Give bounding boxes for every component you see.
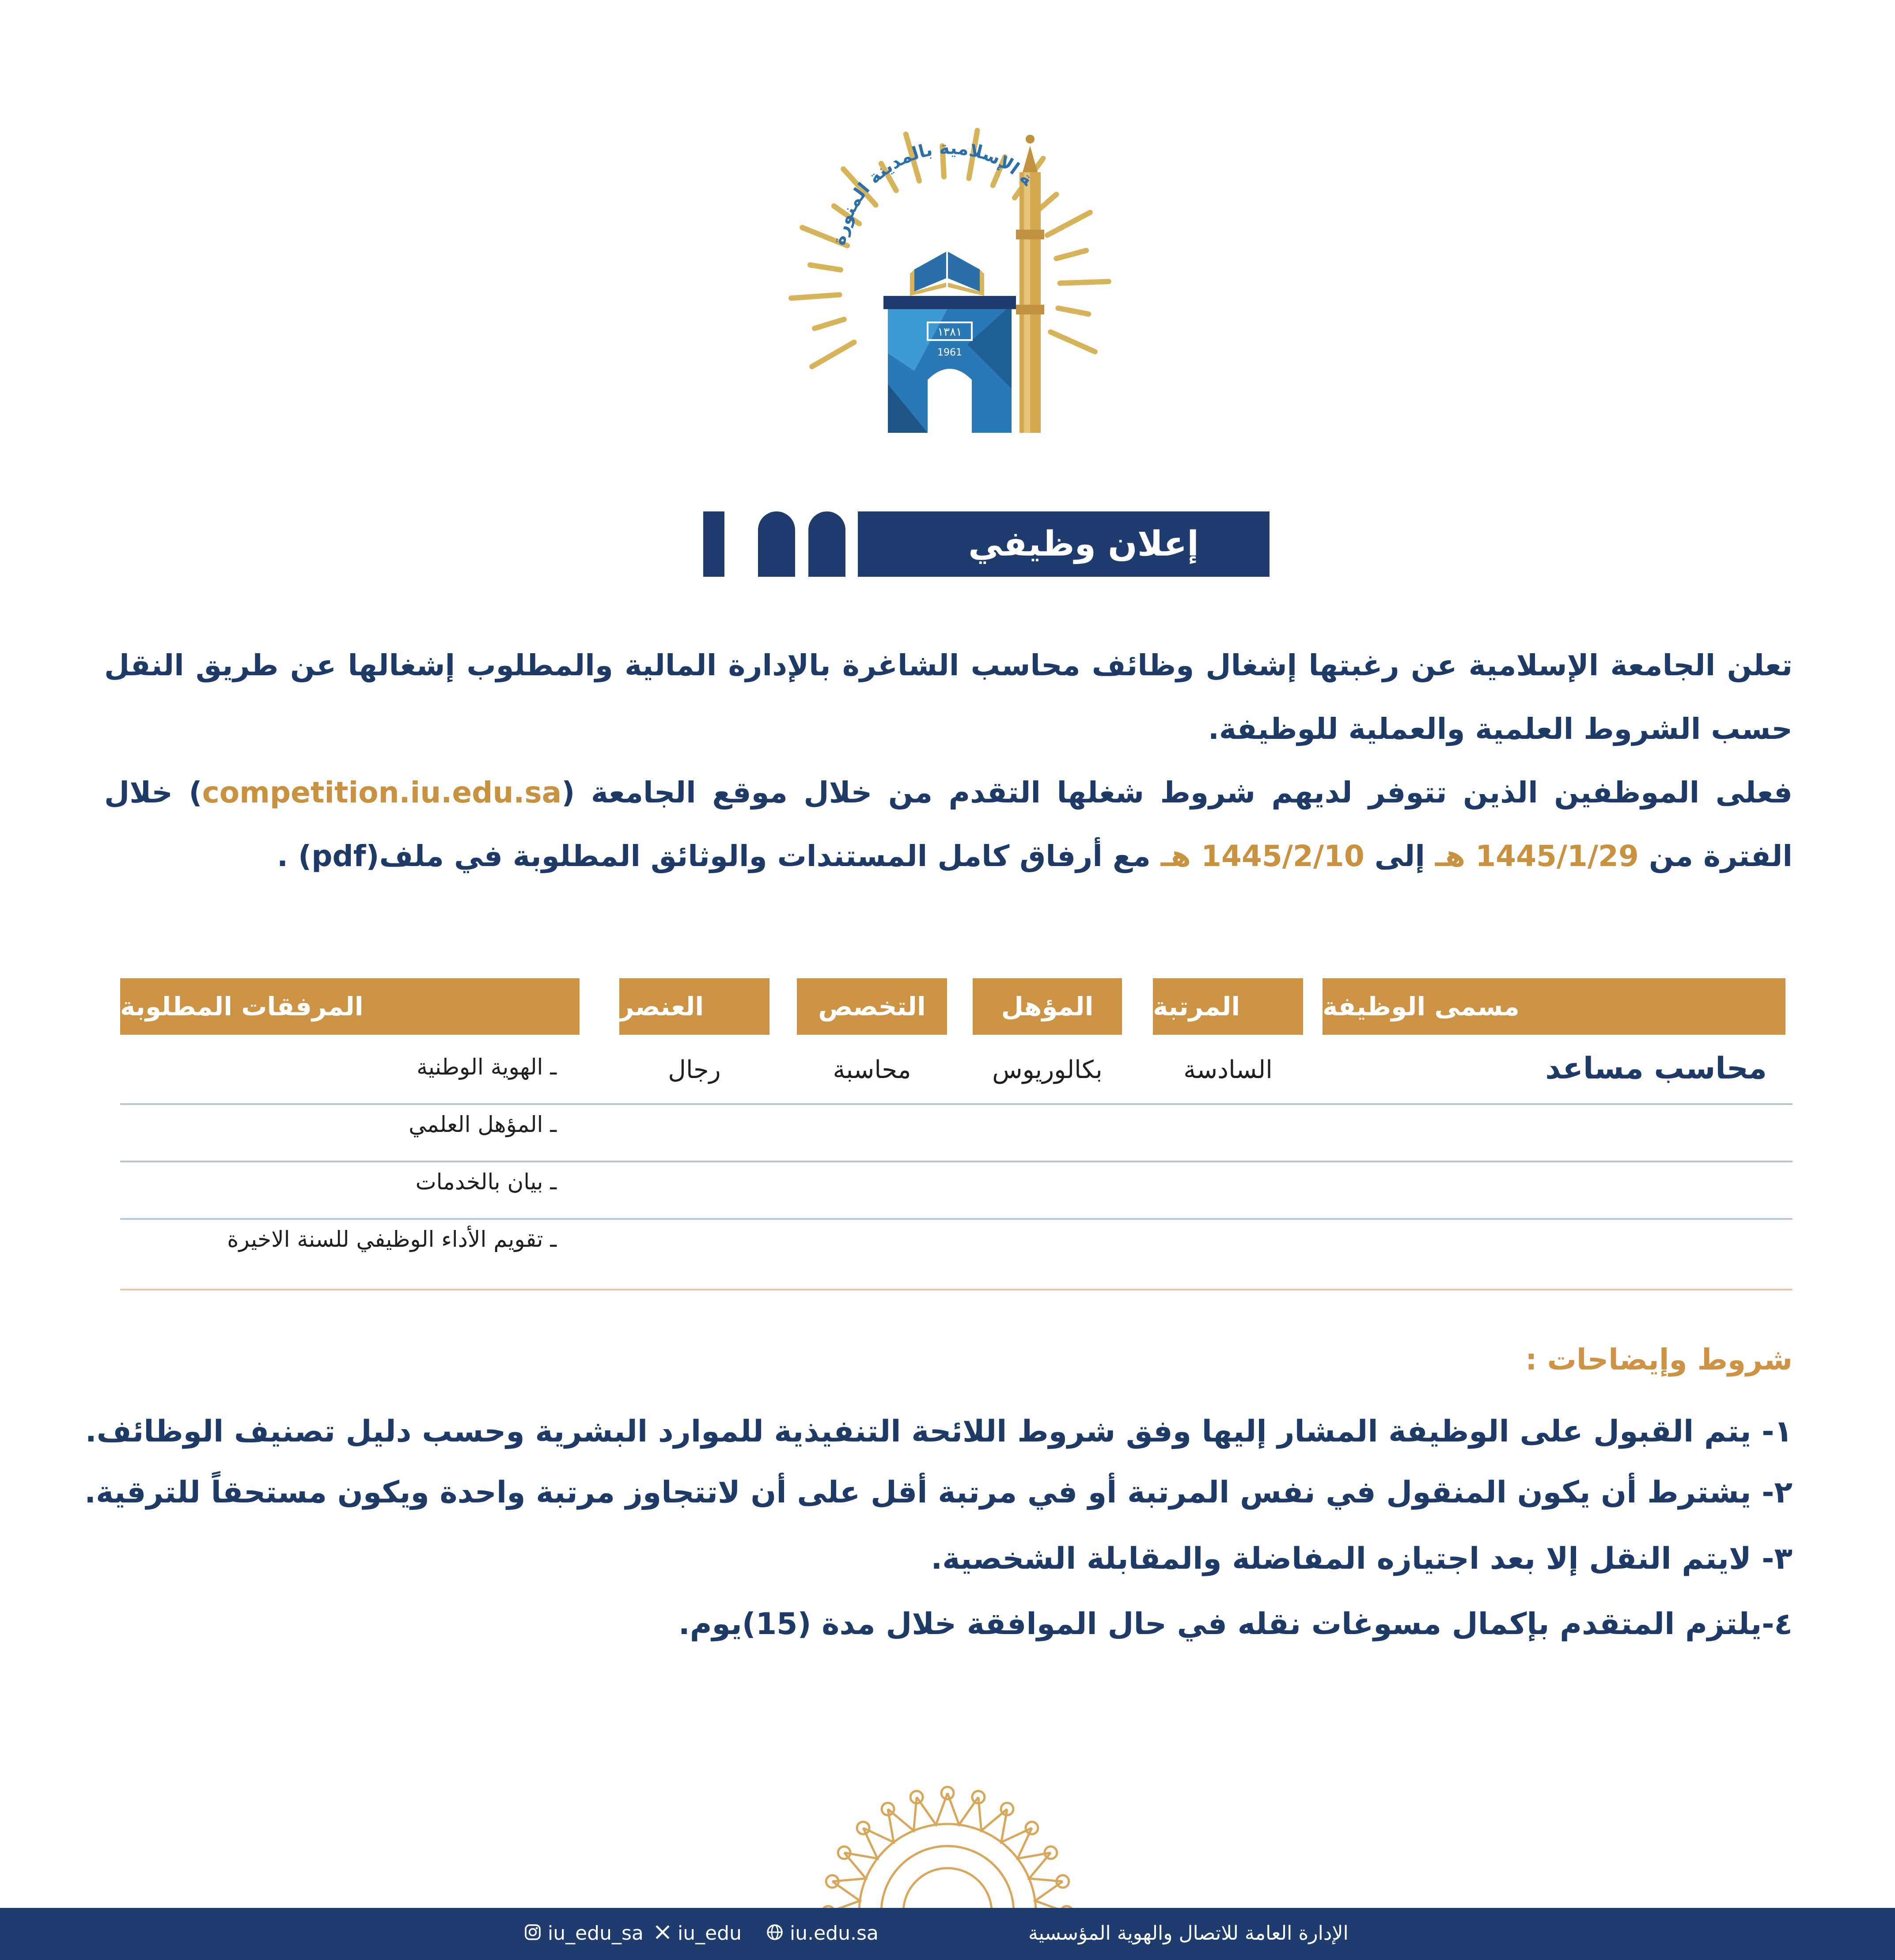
x-handle: iu_edu: [678, 1922, 742, 1945]
condition-item: ٤-يلتزم المتقدم بإكمال مسوغات نقله في حال الموافقة خلال مدة (15)يوم.: [678, 1607, 1793, 1642]
intro-paragraph-2: فعلى الموظفين الذين تتوفر لديهم شروط شغلها التقدم من خلال موقع الجامعة (competition.iu.edu.sa) خلال الفترة من 1445/1/29 هـ إلى 1445/2/10 هـ مع أرفاق كامل المستندات والوثائق المطلوبة في ملف(pdf) .: [104, 776, 1793, 873]
website-link[interactable]: competition.iu.edu.sa: [202, 776, 562, 810]
intro-paragraph-1: تعلن الجامعة الإسلامية عن رغبتها إشغال وظائف محاسب الشاغرة بالإدارة المالية والمطلوب إشغالها عن طريق النقل حسب الشروط العلمية والعملية للوظيفة.: [104, 648, 1793, 746]
condition-item: ٢- يشترط أن يكون المنقول في نفس المرتبة أو في مرتبة أقل على أن لاتتجاوز مرتبة واحدة ويكون مستحقاً للترقية.: [84, 1475, 1793, 1510]
attachment-item: ـ تقويم الأداء الوظيفي للسنة الاخيرة: [227, 1226, 557, 1252]
header-job-title: مسمى الوظيفة: [1323, 978, 1785, 1035]
page-title-badge: [858, 511, 1270, 577]
globe-icon: [766, 1923, 784, 1946]
university-logo-icon: [782, 97, 1118, 442]
instagram-handle: iu_edu_sa: [548, 1922, 644, 1945]
cell-job-title: محاسب مساعد: [1545, 1051, 1767, 1086]
svg-text:١٣٨١: ١٣٨١: [937, 325, 962, 339]
attachment-item: ـ المؤهل العلمي: [409, 1112, 557, 1137]
cell-gender: رجال: [668, 1056, 721, 1084]
condition-item: ٣- لايتم النقل إلا بعد اجتيازه المفاضلة والمقابلة الشخصية.: [931, 1541, 1793, 1576]
footer-department: الإدارة العامة للاتصال والهوية المؤسسية: [1028, 1922, 1349, 1945]
cell-specialization: محاسبة: [833, 1056, 911, 1084]
footer-web[interactable]: [766, 1922, 879, 1946]
svg-text:الجامعة الإسلامية بالمدينة الم: ة الإسلامية بالمدينة المنورة: [829, 138, 1038, 247]
web-address: iu.edu.sa: [790, 1922, 879, 1945]
attachment-item: ـ بيان بالخدمات: [415, 1169, 557, 1195]
header-attachments: المرفقات المطلوبة: [120, 978, 580, 1035]
header-bar-decoration: [758, 511, 795, 577]
cell-rank: السادسة: [1183, 1056, 1273, 1084]
table-bottom-divider: [120, 1289, 1793, 1290]
table-row-divider: [120, 1103, 1793, 1105]
header-bar-decoration: [808, 511, 845, 577]
header-bar-decoration: [703, 511, 724, 577]
header-gender: العنصر: [619, 978, 769, 1035]
footer-x[interactable]: [654, 1922, 742, 1946]
conditions-title: شروط وإيضاحات :: [1525, 1343, 1793, 1377]
announcement-intro: [104, 634, 1793, 888]
x-icon: [654, 1923, 671, 1946]
page-title: إعلان وظيفي: [968, 524, 1199, 564]
cell-qualification: بكالوريوس: [992, 1056, 1103, 1084]
date-from: 1445/1/29 هـ: [1435, 839, 1639, 873]
header-qualification: المؤهل: [973, 978, 1122, 1035]
attachment-item: ـ الهوية الوطنية: [417, 1054, 557, 1080]
header-rank: المرتبة: [1153, 978, 1303, 1035]
condition-item: ١- يتم القبول على الوظيفة المشار إليها وفق شروط اللائحة التنفيذية للموارد البشرية وحسب دليل تصنيف الوظائف.: [85, 1414, 1793, 1449]
header-specialization: التخصص: [797, 978, 947, 1035]
table-row-divider: [120, 1161, 1793, 1162]
table-row-divider: [120, 1218, 1793, 1220]
date-to: 1445/2/10 هـ: [1160, 839, 1364, 873]
instagram-icon: [524, 1923, 542, 1946]
footer-bar: [0, 1908, 1895, 1960]
book-icon: [910, 252, 984, 296]
svg-text:1961: 1961: [937, 347, 962, 358]
ornament-decoration: [804, 1784, 1091, 1908]
footer-instagram[interactable]: [524, 1922, 644, 1946]
